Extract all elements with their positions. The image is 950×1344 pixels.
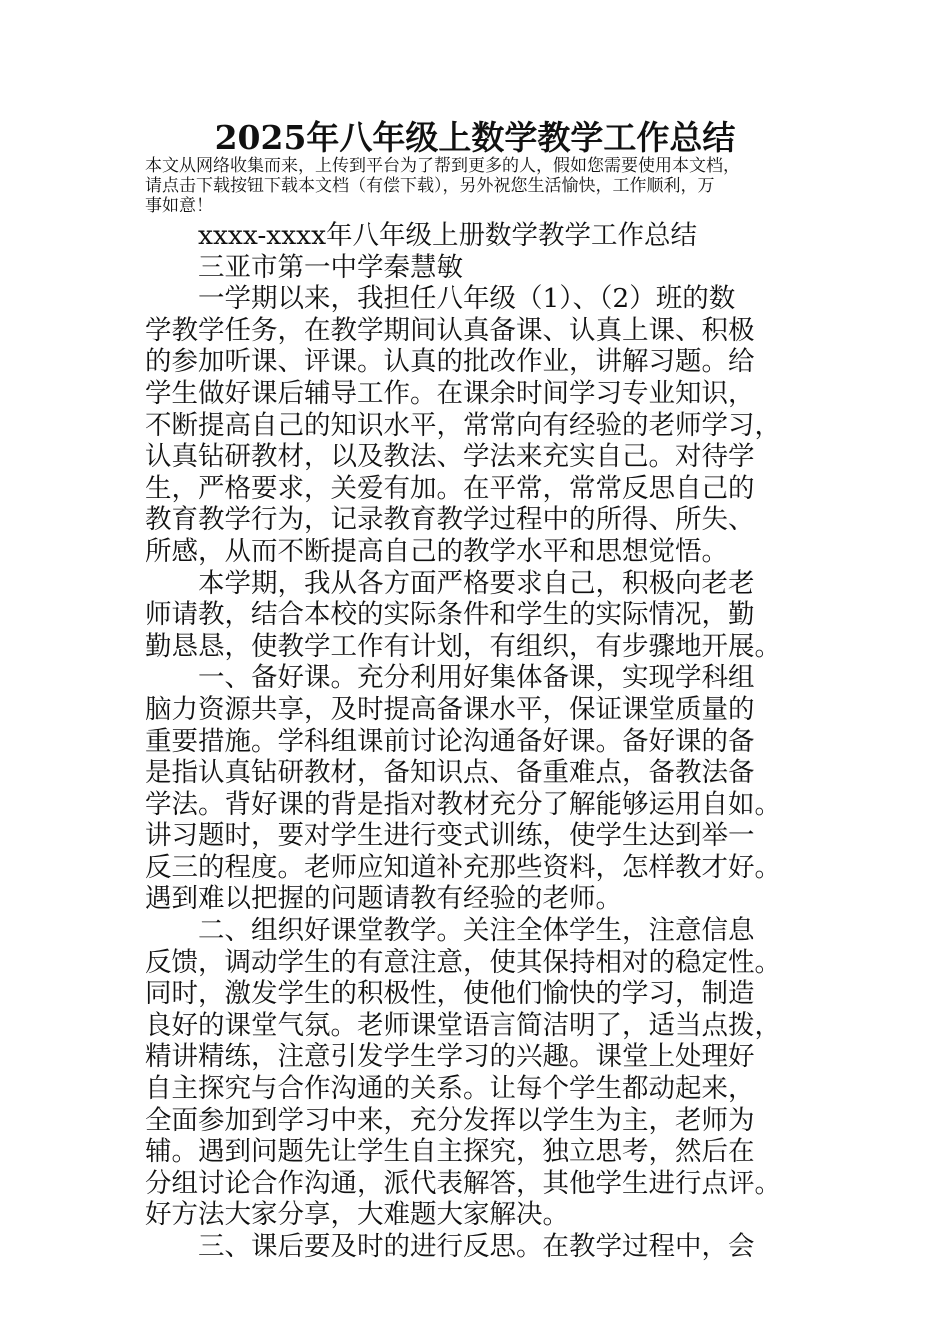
body-line: 学生做好课后辅导工作。在课余时间学习专业知识， (145, 377, 755, 409)
body-line: 遇到难以把握的问题请教有经验的老师。 (145, 883, 622, 915)
body-line: 反三的程度。老师应知道补充那些资料，怎样教才好。 (145, 851, 781, 883)
body-line: 勤恳恳，使教学工作有计划，有组织，有步骤地开展。 (145, 630, 781, 662)
body-line: 三、课后要及时的进行反思。在教学过程中，会 (145, 1231, 755, 1262)
body-line: 教育教学行为，记录教育教学过程中的所得、所失、 (145, 504, 755, 536)
body-line: 所感，从而不断提高自己的教学水平和思想觉悟。 (145, 535, 728, 567)
body-line: 学教学任务，在教学期间认真备课、认真上课、积极 (145, 314, 755, 346)
body-line: 重要措施。学科组课前讨论沟通备好课。备好课的备 (145, 725, 755, 757)
body-line: 三亚市第一中学秦慧敏 (145, 251, 463, 283)
body-line: 脑力资源共享，及时提高备课水平，保证课堂质量的 (145, 693, 755, 725)
body-line: xxxx-xxxx年八年级上册数学教学工作总结 (145, 220, 698, 251)
body-line: 一学期以来，我担任八年级（1）、（2）班的数 (145, 283, 736, 315)
body-line: 良好的课堂气氛。老师课堂语言简洁明了，适当点拨， (145, 1009, 781, 1041)
body-line: 认真钻研教材，以及教法、学法来充实自己。对待学 (145, 441, 755, 473)
body-line: 的参加听课、评课。认真的批改作业，讲解习题。给 (145, 346, 755, 378)
body-line: 反馈，调动学生的有意注意，使其保持相对的稳定性。 (145, 946, 781, 978)
body-line: 本学期，我从各方面严格要求自己，积极向老老 (145, 567, 755, 599)
body-line: 全面参加到学习中来，充分发挥以学生为主，老师为 (145, 1104, 755, 1136)
body-line: 二、组织好课堂教学。关注全体学生，注意信息 (145, 915, 755, 947)
notice-line: 请点击下载按钮下载本文档（有偿下载），另外祝您生活愉快，工作顺利，万 (145, 176, 715, 196)
download-notice (145, 156, 810, 216)
body-line: 学法。背好课的背是指对教材充分了解能够运用自如。 (145, 788, 781, 820)
body-line: 是指认真钻研教材，备知识点、备重难点，备教法备 (145, 757, 755, 789)
body-line: 不断提高自己的知识水平，常常向有经验的老师学习， (145, 409, 781, 441)
body-line: 辅。遇到问题先让学生自主探究，独立思考，然后在 (145, 1136, 755, 1168)
body-line: 一、备好课。充分利用好集体备课，实现学科组 (145, 662, 755, 694)
document-title: 2025年八年级上数学教学工作总结 (214, 118, 736, 157)
body-line: 同时，激发学生的积极性，使他们愉快的学习，制造 (145, 978, 755, 1010)
body-line: 分组讨论合作沟通，派代表解答，其他学生进行点评。 (145, 1167, 781, 1199)
body-line: 师请教，结合本校的实际条件和学生的实际情况，勤 (145, 599, 755, 631)
body-line: 好方法大家分享，大难题大家解决。 (145, 1199, 569, 1231)
body-line: 生，严格要求，关爱有加。在平常，常常反思自己的 (145, 472, 755, 504)
body-line: 讲习题时，要对学生进行变式训练，使学生达到举一 (145, 820, 755, 852)
notice-line: 本文从网络收集而来，上传到平台为了帮到更多的人，假如您需要使用本文档， (145, 156, 740, 176)
body-line: 自主探究与合作沟通的关系。让每个学生都动起来， (145, 1073, 755, 1105)
body-line: 精讲精练，注意引发学生学习的兴趣。课堂上处理好 (145, 1041, 755, 1073)
notice-line: 事如意！ (145, 196, 213, 216)
document-body (145, 220, 815, 1263)
